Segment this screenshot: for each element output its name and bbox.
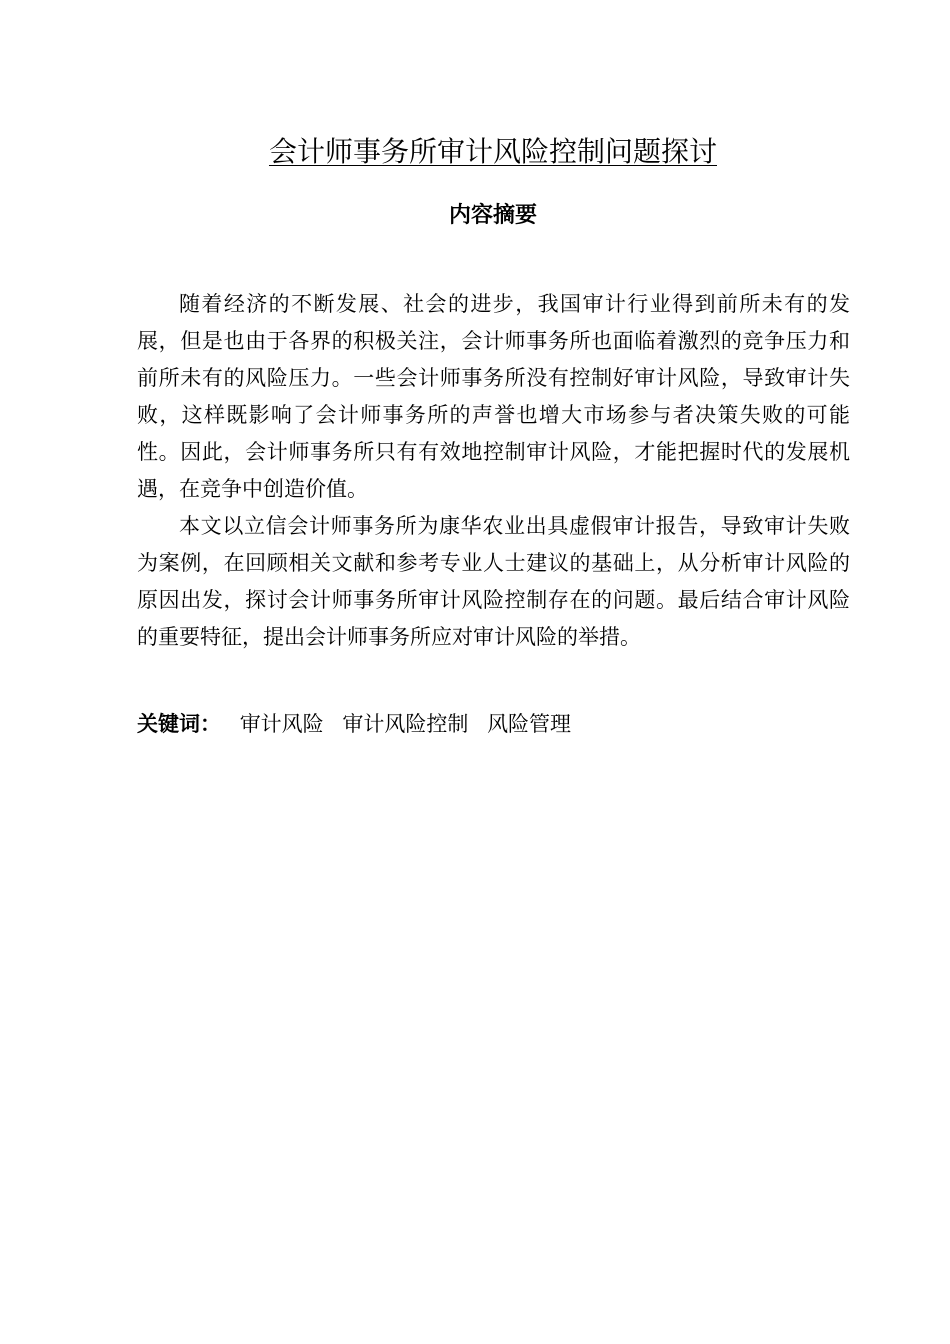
keyword-2: 审计风险控制 [342,712,469,736]
document-title-text: 会计师事务所审计风险控制问题探讨 [268,135,717,168]
abstract-paragraph-2: 本文以立信会计师事务所为康华农业出具虚假审计报告，导致审计失败为案例，在回顾相关文献和参考专业人士建议的基础上，从分析审计风险的原因出发，探讨会计师事务所审计风险控制存在的问题。最后结合审计风险的重要特征，提出会计师事务所应对审计风险的举措。 [137,514,850,649]
abstract-body [137,286,850,656]
keyword-1: 审计风险 [239,712,324,736]
document-title [0,133,950,171]
keywords-line [137,708,850,740]
keywords-label: 关键词： [137,712,221,736]
abstract-heading: 内容摘要 [448,203,537,228]
abstract-paragraph-1: 随着经济的不断发展、社会的进步，我国审计行业得到前所未有的发展，但是也由于各界的积极关注，会计师事务所也面临着激烈的竞争压力和前所未有的风险压力。一些会计师事务所没有控制好审计风险，导致审计失败，这样既影响了会计师事务所的声誉也增大市场参与者决策失败的可能性。因此，会计师事务所只有有效地控制审计风险，才能把握时代的发展机遇，在竞争中创造价值。 [137,292,850,501]
keyword-3: 风险管理 [487,712,572,736]
